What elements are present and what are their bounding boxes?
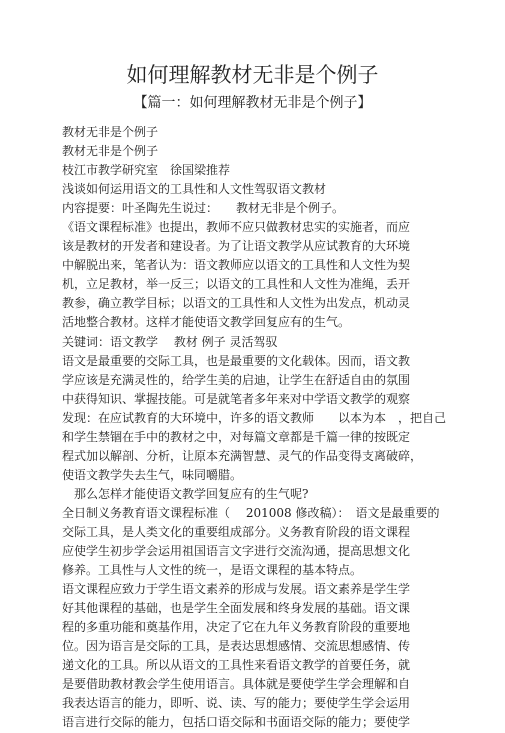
body-line: 交际工具，是人类文化的重要组成部分。义务教育阶段的语文课程 [62,524,411,539]
body-line: 浅谈如何运用语文的工具性和人文性驾驭语文教材 [62,182,327,197]
body-line: 全日制义务教育语文课程标准（ 201008 修改稿）： 语文是最重要的 [62,505,440,520]
body-line: 内容提要：叶圣陶先生说过： 教材无非是个例子。 [62,201,345,216]
body-line: 使语文教学失去生气，味同嚼腊。 [62,467,243,482]
body-line: 修养。工具性与人文性的统一，是语文课程的基本特点。 [62,563,363,578]
body-line: 和学生禁锢在手中的教材之中，对每篇文章都是千篇一律的按既定 [62,429,411,444]
body-line: 是要借助教材教会学生使用语言。具体就是要使学生学会理解和自 [62,677,411,692]
document-subtitle: 【篇一：如何理解教材无非是个例子】 [133,95,372,111]
body-line: 关键词：语文教学 教材 例子 灵活驾驭 [62,334,278,349]
body-line: 语言进行交际的能力，包括口语交际和书面语交际的能力；要使学 [62,715,411,730]
body-line: 语文课程应致力于学生语文素养的形成与发展。语文素养是学生学 [62,582,411,597]
body-line: 那么怎样才能使语文教学回复应有的生气呢? [62,486,309,501]
body-line: 教参，确立教学目标；以语文的工具性和人文性为出发点，机动灵 [62,296,411,311]
body-line: 发现：在应试教育的大环境中，许多的语文教师 以本为本 ，把自己 [62,410,447,425]
body-line: 教材无非是个例子 [62,125,159,139]
body-line: 枝江市教学研究室 徐国梁推荐 [62,163,231,178]
body-line: 好其他课程的基础，也是学生全面发展和终身发展的基础。语文课 [62,601,411,616]
body-line: 机，立足教材，举一反三；以语文的工具性和人文性为准绳，丢开 [62,277,411,292]
body-line: 中解脱出来，笔者认为：语文教师应以语文的工具性和人文性为契 [62,258,411,273]
body-line: 程式加以解剖、分析，让原本充满智慧、灵气的作品变得支离破碎， [62,448,423,463]
body-line: 学应该是充满灵性的，给学生美的启迪，让学生在舒适自由的氛围 [62,372,411,387]
body-line: 递文化的工具。所以从语文的工具性来看语文教学的首要任务，就 [62,658,411,673]
body-line: 我表达语言的能力，即听、说、读、写的能力；要使学生学会运用 [62,696,411,711]
document-title: 如何理解教材无非是个例子 [126,63,379,87]
body-line: 《语文课程标准》也提出，教师不应只做教材忠实的实施者，而应 [62,220,411,235]
body-line: 该是教材的开发者和建设者。为了让语文教学从应试教育的大环境 [62,239,411,254]
body-line: 中获得知识、掌握技能。可是就笔者多年来对中学语文教学的观察 [62,391,411,406]
body-line: 应使学生初步学会运用祖国语言文字进行交流沟通，提高思想文化 [62,544,411,559]
document-body [62,123,498,733]
body-line: 程的多重功能和奠基作用，决定了它在九年义务教育阶段的重要地 [62,620,411,635]
body-line: 教材无非是个例子 [62,144,159,159]
body-line: 位。因为语言是交际的工具，是表达思想感情、交流思想感情、传 [62,639,411,654]
body-line: 活地整合教材。这样才能使语文教学回复应有的生气。 [62,315,351,330]
body-line: 语文是最重要的交际工具，也是最重要的文化载体。因而，语文教 [62,353,411,368]
